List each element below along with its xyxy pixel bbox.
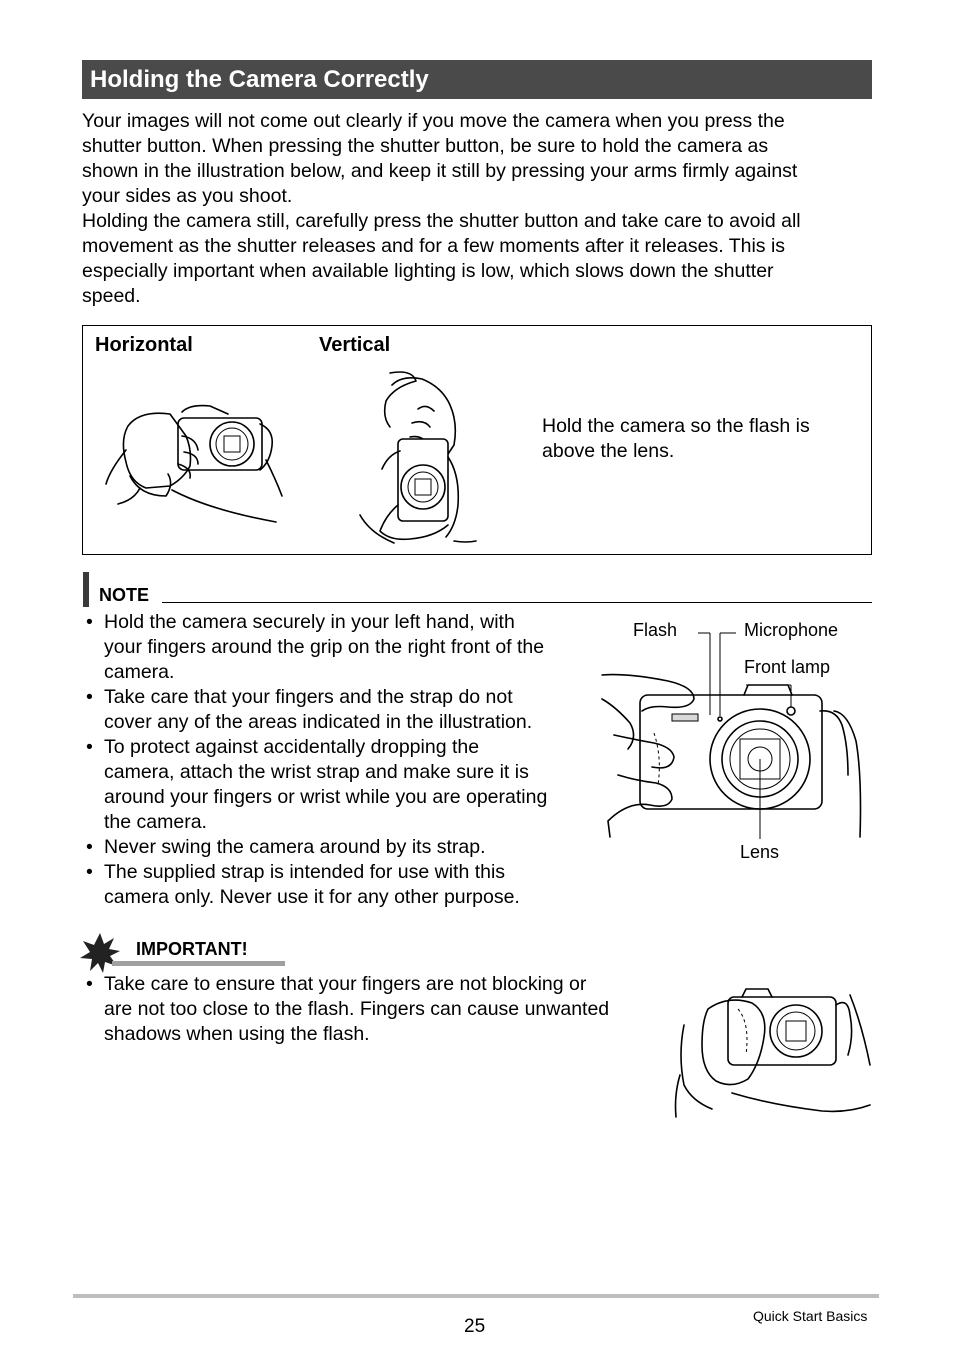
bullet-marker: • (86, 861, 93, 883)
note-line: the camera. (104, 811, 207, 833)
grip-caption-line: above the lens. (542, 440, 675, 462)
note-line: The supplied strap is intended for use with this (104, 861, 506, 883)
horizontal-grip-illustration (100, 400, 290, 530)
bullet-marker: • (86, 836, 93, 858)
note-line: Never swing the camera around by its strap. (104, 836, 486, 858)
page-number: 25 (464, 1316, 486, 1337)
lens-label: Lens (740, 842, 780, 862)
note-marker (83, 572, 89, 607)
note-line: Take care that your fingers and the strap do not (104, 686, 513, 708)
finger-covering-flash-illustration (672, 975, 872, 1120)
bullet-marker: • (86, 686, 93, 708)
intro-line: movement as the shutter releases and for a few moments after it releases. This is (82, 235, 786, 257)
note-line: around your fingers or wrist while you are operating (104, 786, 548, 808)
microphone-label: Microphone (744, 620, 839, 640)
note-divider (162, 602, 872, 603)
note-line: Hold the camera securely in your left hand, with (104, 611, 515, 633)
note-line: cover any of the areas indicated in the illustration. (104, 711, 533, 733)
intro-line: speed. (82, 285, 141, 307)
bullet-marker: • (86, 973, 93, 995)
intro-line: especially important when available lighting is low, which slows down the shutter (82, 260, 774, 282)
important-line: shadows when using the flash. (104, 1023, 370, 1045)
note-line: To protect against accidentally dropping the (104, 736, 480, 758)
grip-caption-line: Hold the camera so the flash is (542, 415, 810, 437)
horizontal-label: Horizontal (95, 334, 193, 356)
section-title: Holding the Camera Correctly (82, 60, 872, 99)
note-line: camera. (104, 661, 175, 683)
intro-line: shutter button. When pressing the shutter button, be sure to hold the camera as (82, 135, 769, 157)
note-line: camera only. Never use it for any other purpose. (104, 886, 520, 908)
bullet-marker: • (86, 736, 93, 758)
footer-divider (73, 1294, 879, 1298)
camera-front-diagram (598, 615, 868, 845)
bullet-marker: • (86, 611, 93, 633)
vertical-label: Vertical (319, 334, 391, 356)
important-line: Take care to ensure that your fingers are not blocking or (104, 973, 587, 995)
note-line: camera, attach the wrist strap and make sure it is (104, 761, 529, 783)
intro-line: shown in the illustration below, and keep it still by pressing your arms firmly against (82, 160, 798, 182)
note-line: your fingers around the grip on the right front of the (104, 636, 545, 658)
important-line: are not too close to the flash. Fingers can cause unwanted (104, 998, 610, 1020)
note-label: NOTE (99, 585, 150, 605)
vertical-grip-illustration (350, 365, 485, 550)
intro-line: Your images will not come out clearly if you move the camera when you press the (82, 110, 785, 132)
flash-label: Flash (633, 620, 678, 640)
important-divider (112, 961, 285, 966)
footer-section-name: Quick Start Basics (753, 1308, 868, 1324)
intro-line: Holding the camera still, carefully press the shutter button and take care to avoid all (82, 210, 801, 232)
burst-icon (80, 933, 120, 973)
front-lamp-label: Front lamp (744, 657, 831, 677)
important-label: IMPORTANT! (136, 939, 248, 959)
intro-line: your sides as you shoot. (82, 185, 293, 207)
